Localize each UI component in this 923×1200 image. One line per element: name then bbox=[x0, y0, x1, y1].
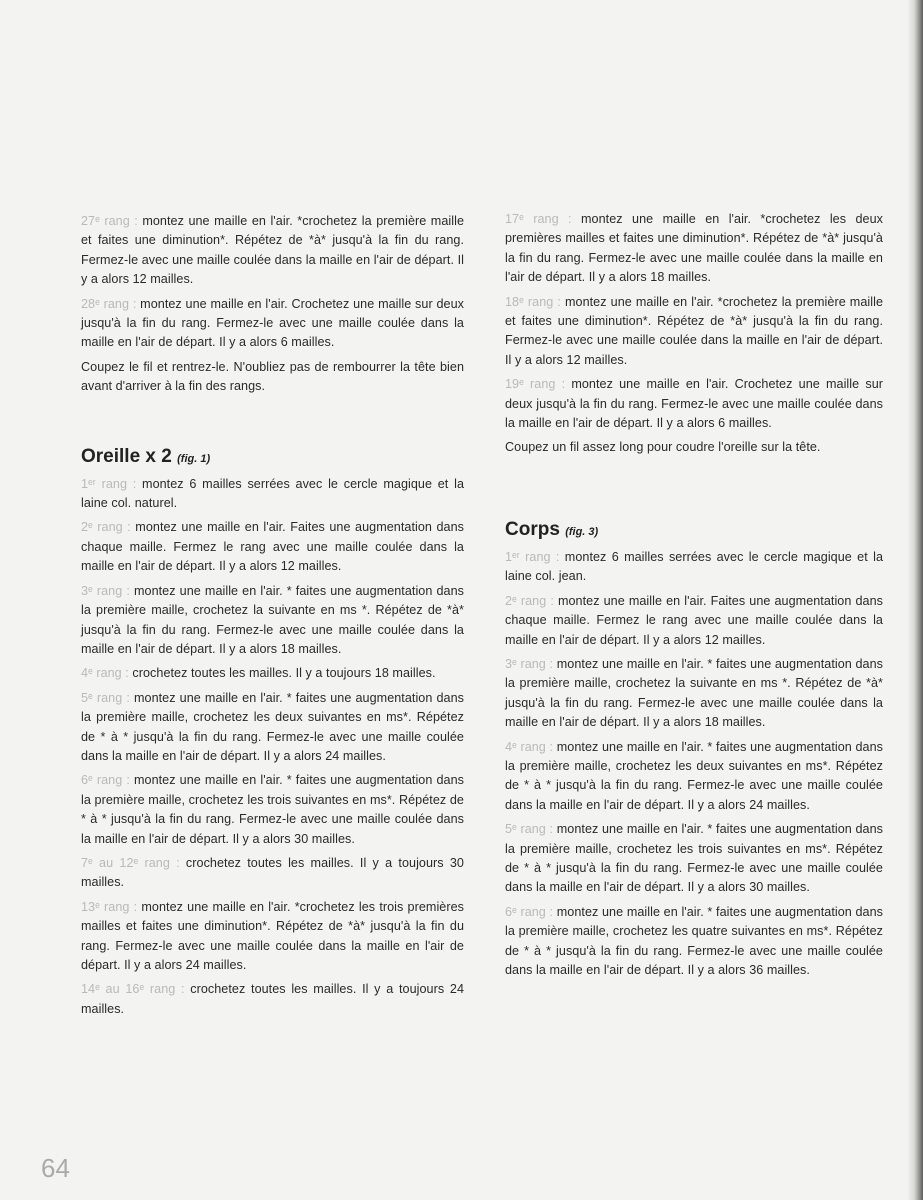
row-label: 4ᵉ rang : bbox=[81, 666, 129, 681]
instruction-row bbox=[81, 898, 464, 976]
row-label: 6ᵉ rang : bbox=[505, 904, 554, 919]
instruction-row bbox=[81, 475, 464, 514]
row-text: montez une maille en l'air. Faites une augmentation dans chaque maille. Fermez le rang avec une maille coulée dans la maille en l'air de départ. Il y a alors 12 mailles. bbox=[81, 520, 464, 574]
row-label: 1ᵉʳ rang : bbox=[505, 549, 560, 564]
row-label: 7ᵉ au 12ᵉ rang : bbox=[81, 855, 180, 870]
book-spine-shadow bbox=[907, 0, 923, 1200]
row-label: 2ᵉ rang : bbox=[505, 593, 554, 608]
instruction-row bbox=[505, 210, 883, 288]
row-text: montez une maille en l'air. *crochetez les trois premières mailles et faites une diminution*. Répétez de *à* jusqu'à la fin du rang. Fermez-le avec une maille coulée dans la maille en l'air de départ. Il y a alors 24 mailles. bbox=[81, 899, 464, 972]
row-text: montez 6 mailles serrées avec le cercle magique et la laine col. naturel. bbox=[81, 476, 464, 511]
row-text: montez une maille en l'air. * faites une augmentation dans la première maille, crochetez les deux suivantes en ms*. Répétez de * à * jusqu'à la fin du rang. Fermez-le avec une maille coulée dans la maille en l'air de départ. Il y a alors 24 mailles. bbox=[81, 690, 464, 763]
row-text: montez une maille en l'air. * faites une augmentation dans la première maille, crochetez les trois suivantes en ms*. Répétez de * à * jusqu'à la fin du rang. Fermez-le avec une maille coulée dans la maille en l'air de départ. Il y a alors 30 mailles. bbox=[81, 773, 464, 846]
instruction-row bbox=[505, 293, 883, 371]
row-label: 3ᵉ rang : bbox=[81, 583, 130, 598]
instruction-row bbox=[505, 592, 883, 650]
row-text: montez une maille en l'air. * faites une augmentation dans la première maille, crochetez les deux suivantes en ms*. Répétez de * à * jusqu'à la fin du rang. Fermez-le avec une maille coulée dans la maille en l'air de départ. Il y a alors 24 mailles. bbox=[505, 739, 884, 812]
row-label: 5ᵉ rang : bbox=[505, 822, 554, 837]
instruction-row bbox=[81, 582, 464, 660]
row-label: 27ᵉ rang : bbox=[81, 214, 138, 228]
instruction-row bbox=[81, 212, 464, 290]
instruction-row bbox=[505, 375, 883, 433]
instruction-row bbox=[505, 548, 883, 587]
row-label: 5ᵉ rang : bbox=[81, 690, 130, 705]
row-text: montez une maille en l'air. Crochetez une maille sur deux jusqu'à la fin du rang. Fermez-le avec une maille coulée dans la maille en l'air de départ. Il y a alors 6 mailles. bbox=[505, 377, 883, 431]
figure-reference: (fig. 3) bbox=[565, 525, 599, 538]
instruction-row bbox=[505, 655, 883, 733]
row-label: 6ᵉ rang : bbox=[81, 773, 130, 788]
section-title: Corps bbox=[505, 518, 560, 540]
instruction-row bbox=[505, 738, 883, 816]
left-column bbox=[81, 212, 464, 1024]
instruction-row bbox=[81, 689, 464, 767]
right-column bbox=[505, 210, 883, 985]
figure-reference: (fig. 1) bbox=[177, 452, 211, 465]
row-label: 4ᵉ rang : bbox=[505, 739, 554, 754]
instruction-row bbox=[81, 854, 464, 893]
row-text: montez une maille en l'air. *crochetez la première maille et faites une diminution*. Répétez de *à* jusqu'à la fin du rang. Fermez-le avec une maille coulée dans la maille en l'air de départ. Il y a alors 12 mailles. bbox=[505, 294, 884, 367]
row-text: montez une maille en l'air. Faites une augmentation dans chaque maille. Fermez le rang avec une maille coulée dans la maille en l'air de départ. Il y a alors 12 mailles. bbox=[505, 593, 883, 647]
row-label: 19ᵉ rang : bbox=[505, 377, 566, 392]
row-label: 13ᵉ rang : bbox=[81, 899, 138, 914]
section-title: Oreille x 2 bbox=[81, 445, 172, 467]
row-text: montez 6 mailles serrées avec le cercle magique et la laine col. jean. bbox=[505, 549, 884, 584]
instruction-row bbox=[81, 980, 464, 1019]
instruction-row bbox=[81, 518, 464, 576]
page-number: 64 bbox=[41, 1153, 70, 1183]
row-text: montez une maille en l'air. * faites une augmentation dans la première maille, crochetez les quatre suivantes en ms*. Répétez de * à * jusqu'à la fin du rang. Fermez-le avec une maille coulée dans la maille en l'air de départ. Il y a alors 36 mailles. bbox=[505, 904, 884, 977]
instruction-row bbox=[81, 664, 464, 683]
row-text: montez une maille en l'air. Crochetez une maille sur deux jusqu'à la fin du rang. Fermez-le avec une maille coulée dans la maille en l'air de départ. Il y a alors 6 mailles. bbox=[81, 296, 464, 350]
row-text: montez une maille en l'air. * faites une augmentation dans la première maille, crochetez la suivante en ms *. Répétez de *à* jusqu'à la fin du rang. Fermez-le avec une maille coulée dans la maille en l'air de départ. Il y a alors 18 mailles. bbox=[81, 583, 464, 656]
instruction-row bbox=[505, 820, 883, 898]
note-paragraph: Coupez un fil assez long pour coudre l'oreille sur la tête. bbox=[505, 440, 821, 455]
row-label: 2ᵉ rang : bbox=[81, 520, 131, 535]
row-text: montez une maille en l'air. *crochetez la première maille et faites une diminution*. Répétez de *à* jusqu'à la fin du rang. Fermez-le avec une maille coulée dans la maille en l'air de départ. Il y a alors 12 mailles. bbox=[81, 214, 464, 287]
row-label: 1ᵉʳ rang : bbox=[81, 476, 137, 491]
row-label: 17ᵉ rang : bbox=[505, 212, 572, 226]
instruction-row bbox=[81, 771, 464, 849]
instruction-row bbox=[81, 295, 464, 353]
row-label: 14ᵉ au 16ᵉ rang : bbox=[81, 982, 185, 997]
row-text: crochetez toutes les mailles. Il y a toujours 18 mailles. bbox=[128, 666, 436, 681]
row-text: crochetez toutes les mailles. Il y a toujours 24 mailles. bbox=[81, 982, 465, 1016]
row-label: 3ᵉ rang : bbox=[505, 656, 554, 671]
row-label: 18ᵉ rang : bbox=[505, 294, 561, 309]
note-paragraph: Coupez le fil et rentrez-le. N'oubliez pas de rembourrer la tête bien avant d'arriver à la fin des rangs. bbox=[81, 359, 464, 394]
row-label: 28ᵉ rang : bbox=[81, 296, 137, 311]
row-text: montez une maille en l'air. *crochetez les deux premières mailles et faites une diminution*. Répétez de *à* jusqu'à la fin du rang. Fermez-le avec une maille coulée dans la maille en l'air de départ. Il y a alors 18 mailles. bbox=[505, 212, 883, 285]
row-text: crochetez toutes les mailles. Il y a toujours 30 mailles. bbox=[81, 855, 464, 890]
instruction-row bbox=[505, 903, 883, 981]
row-text: montez une maille en l'air. * faites une augmentation dans la première maille, crochetez les trois suivantes en ms*. Répétez de * à * jusqu'à la fin du rang. Fermez-le avec une maille coulée dans la maille en l'air de départ. Il y a alors 30 mailles. bbox=[505, 822, 884, 895]
section-heading-oreille bbox=[81, 446, 464, 470]
section-heading-corps bbox=[505, 519, 883, 543]
row-text: montez une maille en l'air. * faites une augmentation dans la première maille, crochetez la suivante en ms *. Répétez de *à* jusqu'à la fin du rang. Fermez-le avec une maille coulée dans la maille en l'air de départ. Il y a alors 18 mailles. bbox=[505, 656, 884, 730]
